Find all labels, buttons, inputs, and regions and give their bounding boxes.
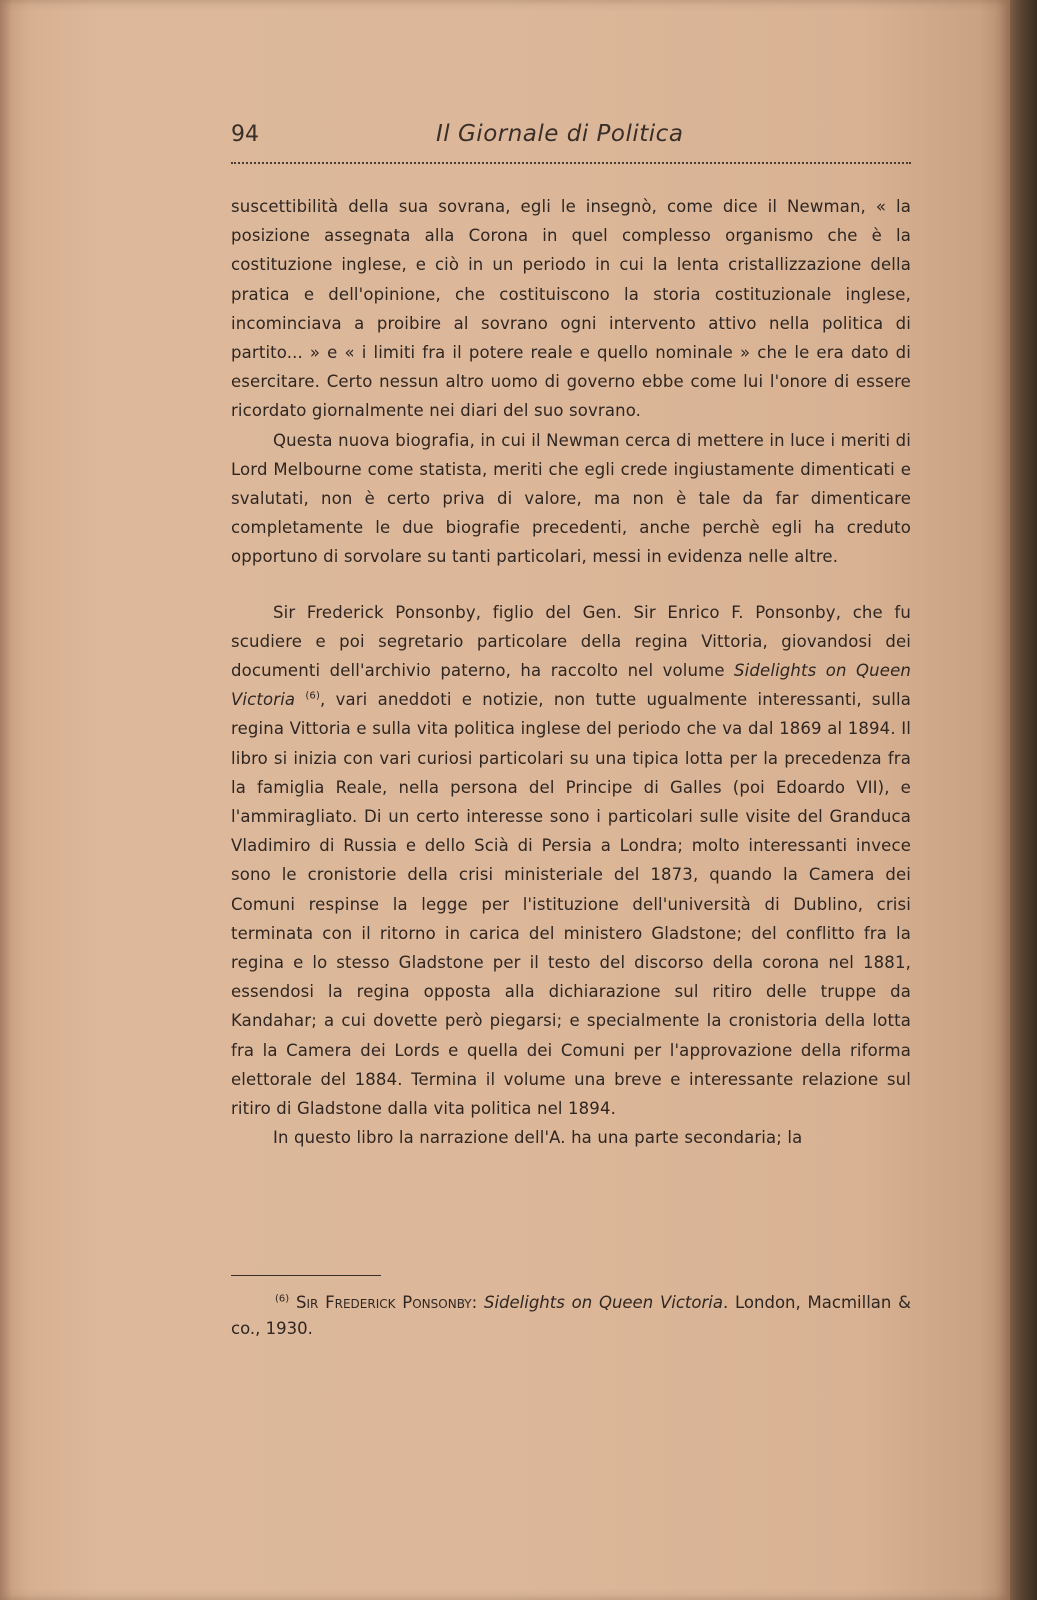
page-number: 94 — [231, 122, 259, 147]
page-gutter-shadow — [0, 0, 12, 1600]
running-title: Il Giornale di Politica — [436, 121, 684, 147]
paragraph-4: In questo libro la narrazione dell'A. ha una parte secondaria; la — [273, 1128, 803, 1148]
footnote-reference: (6) — [305, 690, 320, 702]
paragraph-1: suscettibilità della sua sovrana, egli le insegnò, come dice il Newman, « la posizione assegnata alla Corona in quel complesso organismo che è la costituzione inglese, e ciò in un periodo in cui la lenta cristallizzazione della pratica e dell'opinione, che costituiscono la storia costituzionale inglese, incominciava a proibire al sovrano ogni intervento attivo nella politica di partito... » e « i limiti fra il potere reale e quello nominale » che le era dato di esercitare. Certo nessun altro uomo di governo ebbe come lui l'onore di essere ricordato giornalmente nei diari del suo sovrano. — [231, 197, 911, 421]
book-title: Sidelights on Queen Victoria — [231, 661, 911, 710]
paragraph-2: Questa nuova biografia, in cui il Newman cerca di mettere in luce i meriti di Lord Melbourne come statista, meriti che egli crede ingiustamente dimenticati e svalutati, non è certo priva di valore, ma non è tale da far dimenticare completamente le due biografie precedenti, anche perchè egli ha creduto opportuno di sorvolare su tanti particolari, messi in evidenza nelle altre. — [231, 430, 911, 567]
paragraph-3-end: , vari aneddoti e notizie, non tutte ugualmente interessanti, sulla regina Vittoria e sulla vita politica inglese del periodo che va dal 1869 al 1894. Il libro si inizia con vari curiosi particolari su una tipica lotta per la precedenza fra la famiglia Reale, nella persona del Principe di Galles (poi Edoardo VII), e l'ammiragliato. Di un certo interesse sono i particolari sulle visite del Granduca Vladimiro di Russia e dello Scià di Persia a Londra; molto interessanti invece sono le cronistorie della crisi ministeriale del 1873, quando la Camera dei Comuni respinse la legge per l'istituzione dell'università di Dublino, crisi terminata con il ritorno in carica del ministero Gladstone; del conflitto fra la regina e lo stesso Gladstone per il testo del discorso della corona nel 1881, essendosi la regina opposta alla dichiarazione sul ritiro delle truppe da Kandahar; a cui dovette però piegarsi; e specialmente la cronistoria della lotta fra la Camera dei Lords e quella dei Comuni per l'approvazione della riforma elettorale del 1884. Termina il volume una breve e interessante relazione sul ritiro di Gladstone dalla vita politica nel 1894. — [231, 690, 912, 1119]
footnote-publication: . London, Macmillan & co., 1930. — [231, 1293, 912, 1338]
paragraph-3-start: Sir Frederick Ponsonby, figlio del Gen. Sir Enrico F. Ponsonby, che fu scudiere e poi segretario particolare della regina Vittoria, giovandosi dei documenti dell'archivio paterno, ha raccolto nel volume — [231, 602, 911, 681]
paragraph-3 — [231, 598, 911, 1124]
page-header — [231, 118, 911, 158]
footnote-title: Sidelights on Queen Victoria — [483, 1293, 723, 1312]
footnote — [231, 1290, 911, 1342]
footnote-rule — [231, 1275, 381, 1276]
paragraph-gap — [231, 572, 911, 598]
footnote-author: Sir Frederick Ponsonby — [295, 1293, 472, 1312]
footnote-separator: : — [471, 1293, 484, 1312]
page-edge — [1010, 0, 1037, 1600]
body-text — [231, 192, 911, 1153]
footnote-text — [231, 1290, 911, 1342]
header-dotted-rule — [231, 162, 911, 164]
footnote-marker: (6) — [275, 1293, 290, 1305]
